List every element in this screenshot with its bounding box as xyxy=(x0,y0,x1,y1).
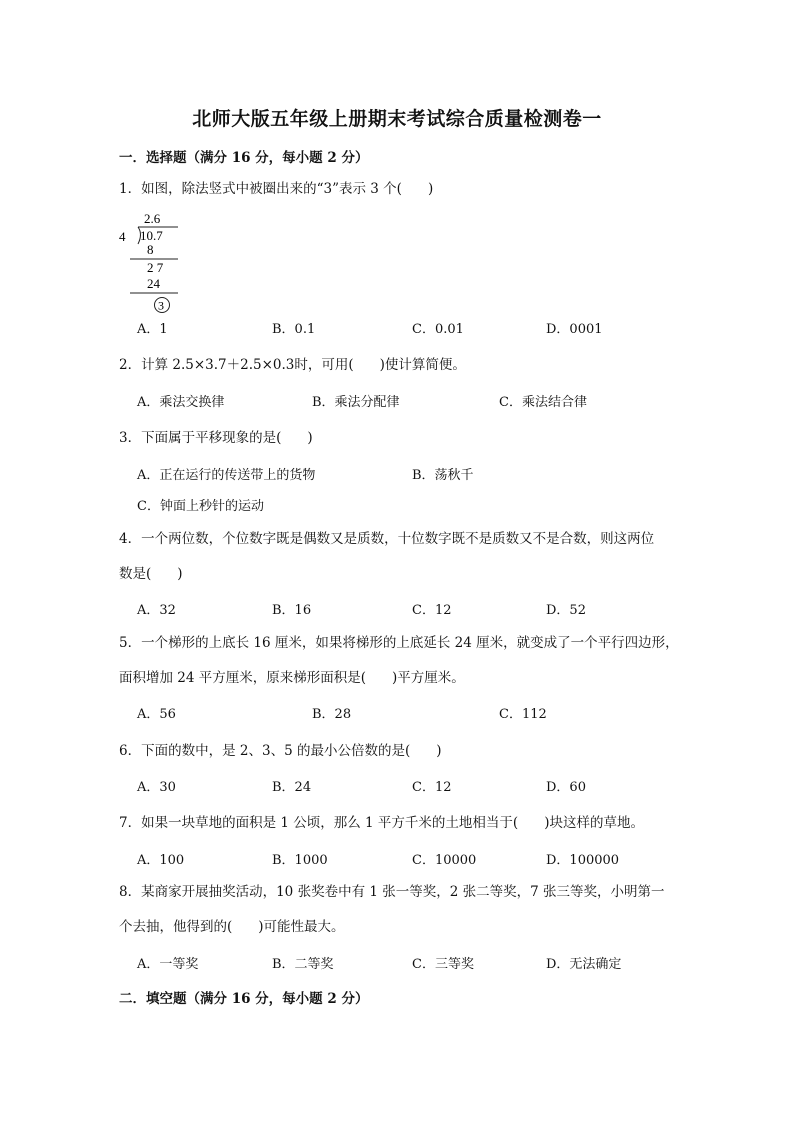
question-number: 2． xyxy=(119,357,142,373)
question-4-line2 xyxy=(119,564,183,584)
question-5-line1 xyxy=(119,633,679,653)
question-text: 一个梯形的上底长 16 厘米，如果将梯形的上底延长 24 厘米，就变成了一个平行四边形， xyxy=(141,635,679,651)
option-b[interactable]: B．荡秋千 xyxy=(412,468,474,483)
step2-value: 2 7 xyxy=(147,260,164,275)
question-text: 如图，除法竖式中被圈出来的“3”表示 3 个( xyxy=(141,181,402,197)
option-d[interactable]: D．无法确定 xyxy=(546,957,622,972)
question-number: 3． xyxy=(119,430,142,446)
option-a[interactable]: A．32 xyxy=(137,603,176,618)
option-b[interactable]: B．28 xyxy=(312,707,352,722)
option-c[interactable]: C．12 xyxy=(412,603,452,618)
option-a[interactable]: A．30 xyxy=(137,780,176,795)
option-c[interactable]: C．0.01 xyxy=(412,322,464,337)
question-number: 6． xyxy=(119,743,142,759)
question-text: 面积增加 24 平方厘米，原来梯形面积是( xyxy=(119,670,367,686)
question-text-end: )使计算简便。 xyxy=(379,357,466,373)
option-b[interactable]: B．二等奖 xyxy=(272,957,334,972)
question-text: 计算 2.5×3.7＋2.5×0.3时，可用( xyxy=(141,357,354,373)
option-a[interactable]: A．乘法交换律 xyxy=(137,395,225,410)
option-d[interactable]: D．100000 xyxy=(546,853,620,868)
option-a[interactable]: A．100 xyxy=(137,853,185,868)
question-5-line2 xyxy=(119,668,465,688)
quotient: 2.6 xyxy=(144,211,161,226)
question-number: 4． xyxy=(119,531,142,547)
question-text-end: ) xyxy=(436,743,442,759)
divisor: 4 xyxy=(119,229,126,244)
question-number: 5． xyxy=(119,635,142,651)
question-2 xyxy=(119,355,466,375)
option-c[interactable]: C．钟面上秒针的运动 xyxy=(137,499,264,514)
question-text: 数是( xyxy=(119,566,152,582)
option-c[interactable]: C．112 xyxy=(499,707,547,722)
option-c[interactable]: C．10000 xyxy=(412,853,477,868)
question-text-end: ) xyxy=(307,430,313,446)
question-text: 下面属于平移现象的是( xyxy=(141,430,282,446)
option-a[interactable]: A．56 xyxy=(137,707,176,722)
question-text: 个去抽，他得到的( xyxy=(119,919,233,935)
option-b[interactable]: B．1000 xyxy=(272,853,328,868)
option-b[interactable]: B．0.1 xyxy=(272,322,316,337)
question-text-end: )平方厘米。 xyxy=(392,670,465,686)
question-text: 如果一块草地的面积是 1 公顷，那么 1 平方千米的土地相当于( xyxy=(141,815,519,831)
page-title: 北师大版五年级上册期末考试综合质量检测卷一 xyxy=(192,108,602,130)
option-c[interactable]: C．三等奖 xyxy=(412,957,474,972)
option-c[interactable]: C．乘法结合律 xyxy=(499,395,587,410)
question-3 xyxy=(119,428,313,448)
option-b[interactable]: B．16 xyxy=(272,603,312,618)
option-a[interactable]: A．正在运行的传送带上的货物 xyxy=(137,468,316,483)
option-c[interactable]: C．12 xyxy=(412,780,452,795)
question-1 xyxy=(119,179,433,199)
question-text: 下面的数中，是 2、3、5 的最小公倍数的是( xyxy=(141,743,411,759)
question-8-line1 xyxy=(119,882,665,902)
step1-product: 8 xyxy=(147,242,154,257)
question-8-line2 xyxy=(119,917,345,937)
option-b[interactable]: B．24 xyxy=(272,780,312,795)
question-7 xyxy=(119,813,644,833)
option-d[interactable]: D．60 xyxy=(546,780,586,795)
step3-product: 24 xyxy=(147,276,160,291)
remainder: 3 xyxy=(158,298,164,313)
question-number: 8． xyxy=(119,884,142,900)
section-heading-choice: 一．选择题（满分 16 分，每小题 2 分） xyxy=(119,150,369,166)
option-d[interactable]: D．52 xyxy=(546,603,586,618)
question-text-end: )可能性最大。 xyxy=(258,919,345,935)
long-division-figure xyxy=(116,208,186,316)
option-b[interactable]: B．乘法分配律 xyxy=(312,395,400,410)
question-text: 一个两位数，个位数字既是偶数又是质数，十位数字既不是质数又不是合数，则这两位 xyxy=(141,531,655,547)
option-a[interactable]: A．一等奖 xyxy=(137,957,199,972)
question-text: 某商家开展抽奖活动，10 张奖卷中有 1 张一等奖，2 张二等奖，7 张三等奖，小明第一 xyxy=(141,884,665,900)
question-6 xyxy=(119,741,442,761)
question-text-end: ) xyxy=(427,181,434,197)
question-text-end: ) xyxy=(177,566,183,582)
dividend: 10.7 xyxy=(140,228,163,243)
question-number: 1． xyxy=(119,181,142,197)
question-number: 7． xyxy=(119,815,142,831)
question-4-line1 xyxy=(119,529,654,549)
option-d[interactable]: D．0001 xyxy=(546,322,603,337)
option-a[interactable]: A．1 xyxy=(137,322,168,337)
question-text-end: )块这样的草地。 xyxy=(544,815,644,831)
section-heading-fill-in: 二．填空题（满分 16 分，每小题 2 分） xyxy=(119,991,369,1007)
